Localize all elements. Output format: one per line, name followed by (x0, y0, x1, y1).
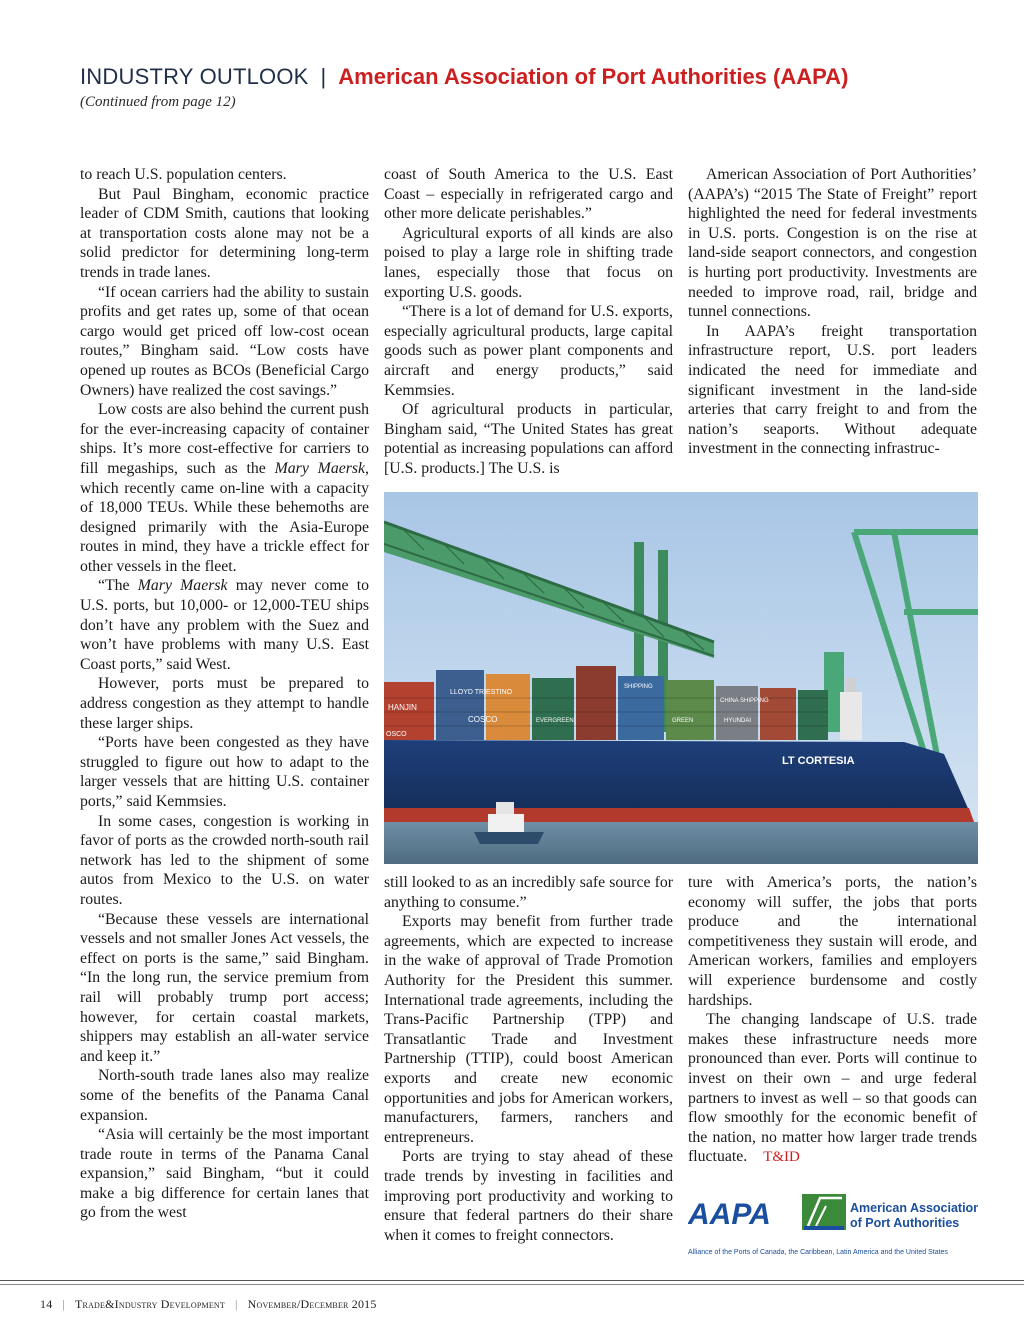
page-header (80, 64, 960, 111)
text-run: , which recently came on-line with a capacity of 18,000 TEUs. While these behemoths are designed primarily with the Asia-Europe routes in mind, they have a trickle effect for other vessels in the fleet. (80, 459, 369, 575)
paragraph (80, 576, 369, 674)
paragraph: Agricultural exports of all kinds are also poised to play a large role in shifting trade lanes, especially those that focus on exporting U.S. goods. (384, 224, 673, 301)
column-1 (80, 165, 369, 1223)
continued-note: (Continued from page 12) (80, 94, 236, 110)
paragraph: ture with America’s ports, the nation’s economy will suffer, the jobs that ports produce and the international competitiveness they sustain will erode, and American workers, families and employers will experience burdensome and costly hardships. (688, 874, 977, 1009)
svg-text:HYUNDAI: HYUNDAI (724, 718, 752, 724)
footer-rule (0, 1280, 1024, 1281)
end-mark: T&ID (763, 1149, 800, 1166)
page-footer: 14 | Trade&Industry Development | November/December 2015 (40, 1297, 377, 1311)
column-2-bottom (384, 873, 673, 1245)
section-label: INDUSTRY OUTLOOK (80, 64, 309, 89)
paragraph: North-south trade lanes also may realize some of the benefits of the Panama Canal expansion. (80, 1067, 369, 1124)
paragraph: However, ports must be prepared to address congestion as they attempt to handle these larger ships. (80, 675, 369, 732)
text-run: The changing landscape of U.S. trade makes these infrastructure needs more pronounced than ever. Ports will continue to invest on their own – and urge federal partners to invest as well – so that goods can flow smoothly for the economic benefit of the nation, no matter how larger trade trends fluctuate. (688, 1011, 977, 1166)
column-3-bottom (688, 873, 977, 1168)
svg-text:HANJIN: HANJIN (388, 703, 417, 712)
paragraph: “Asia will certainly be the most important trade route in terms of the Panama Canal expansion,” said Bingham, “but it could make a big difference for certain lanes that go from the west (80, 1126, 369, 1222)
paragraph: coast of South America to the U.S. East Coast – especially in refrigerated cargo and other more delicate perishables.” (384, 166, 673, 223)
ship-bridge (840, 692, 862, 740)
container-ship-photo (384, 492, 978, 864)
svg-text:LLOYD TRIESTINO: LLOYD TRIESTINO (450, 689, 513, 696)
ship-name-label: LT CORTESIA (782, 755, 855, 767)
svg-text:GREEN: GREEN (672, 718, 694, 724)
text-run: “The (98, 577, 138, 595)
paragraph: “Ports have been congested as they have struggled to figure out how to adapt to the larger vessels that are hitting U.S. container ports,” said Kemmsies. (80, 734, 369, 810)
paragraph: In some cases, congestion is working in favor of ports as the crowded north-south rail network has led to the shipment of some autos from Mexico to the U.S. on water routes. (80, 812, 369, 908)
aapa-acronym: AAPA (688, 1198, 771, 1231)
svg-text:EVERGREEN: EVERGREEN (536, 718, 574, 724)
paragraph: Exports may benefit from further trade agreements, which are expected to increase in the wake of approval of Trade Promotion Authority for the President this summer. International trade agreements, including the Trans-Pacific Partnership (TPP) and Transatlantic Trade and Investment Partnership (TTIP), could boost American exports and create new economic opportunities and jobs for American workers, manufacturers, farmers, ranchers and entrepreneurs. (384, 913, 673, 1146)
ship-name-italic: Mary Maersk (137, 577, 228, 595)
footer-rule (0, 1284, 1024, 1285)
paragraph: Ports are trying to stay ahead of these trade trends by investing in facilities and improving port productivity and working to ensure that federal partners do their share when it comes to freight connectors. (384, 1148, 673, 1244)
aapa-tagline: Alliance of the Ports of Canada, the Caribbean, Latin America and the United States (688, 1249, 948, 1256)
ship-name-italic: Mary Maersk (274, 459, 366, 477)
paragraph: American Association of Port Authorities’ (AAPA’s) “2015 The State of Freight” report highlighted the need for federal investments in U.S. ports. Congestion is on the rise at land-side seaport connectors, and congestion is hurting port productivity. Investments are needed to improve road, rail, bridge and tunnel connections. (688, 166, 977, 321)
paragraph: still looked to as an incredibly safe source for anything to consume.” (384, 874, 673, 911)
paragraph: “If ocean carriers had the ability to sustain profits and get rates up, some of that ocean cargo would get priced off low-cost ocean routes,” Bingham said. “Low costs have opened up routes as BCOs (Beneficial Cargo Owners) have realized the cost savings.” (80, 283, 369, 399)
aapa-name-line1: American Association (850, 1201, 978, 1215)
svg-text:CHINA SHIPPING: CHINA SHIPPING (720, 698, 769, 704)
page-number: 14 (40, 1297, 53, 1311)
svg-text:COSCO: COSCO (468, 715, 498, 724)
article-title: American Association of Port Authorities (AAPA) (338, 64, 849, 89)
text-run: Low costs are also behind the current push for the ever-increasing capacity of container ships. It’s more cost-effective for carriers to fill megaships, such as the (80, 401, 369, 477)
crane-icon (802, 1194, 846, 1230)
svg-text:SHIPPING: SHIPPING (624, 684, 653, 690)
issue-date: November/December 2015 (247, 1297, 377, 1311)
paragraph: “There is a lot of demand for U.S. exports, especially agricultural products, large capital goods such as power plant components and aircraft and energy products,” said Kemmsies. (384, 303, 673, 399)
header-separator: | (320, 64, 327, 89)
text-run: may never come to U.S. ports, but 10,000- or 12,000-TEU ships don’t have any problem with the Suez and won’t have problems with many U.S. East Coast ports,” said West. (80, 577, 369, 673)
paragraph: Of agricultural products in particular, Bingham said, “The United States has great potential as increasing populations can afford [U.S. products.] The U.S. is (384, 401, 673, 477)
paragraph: In AAPA’s freight transportation infrastructure report, U.S. port leaders indicated the need for immediate and significant investment in the land-side arteries that carry freight to and from the nation’s seaports. Without adequate investment in the connecting infrastruc- (688, 322, 977, 458)
paragraph: “Because these vessels are international vessels and not smaller Jones Act vessels, the effect on ports is the same,” said Bingham. “In the long run, the service premium from rail will probably trump port access; however, for certain coastal markets, shippers may establish an all-water service and keep it.” (80, 910, 369, 1065)
paragraph (688, 1010, 977, 1168)
aapa-logo (688, 1188, 978, 1264)
ship-illustration (384, 492, 978, 864)
publication-name: Trade&Industry Development (75, 1297, 225, 1311)
paragraph (80, 400, 369, 576)
aapa-logo-graphic (688, 1188, 978, 1264)
aapa-name-line2: of Port Authorities (850, 1216, 960, 1230)
paragraph: But Paul Bingham, economic practice leader of CDM Smith, cautions that looking at transportation costs alone may not be a solid predictor for determining long-term trends in trade lanes. (80, 185, 369, 281)
column-2-top (384, 165, 673, 479)
column-3-top (688, 165, 977, 459)
svg-text:OSCO: OSCO (386, 731, 407, 738)
paragraph: to reach U.S. population centers. (80, 166, 287, 183)
